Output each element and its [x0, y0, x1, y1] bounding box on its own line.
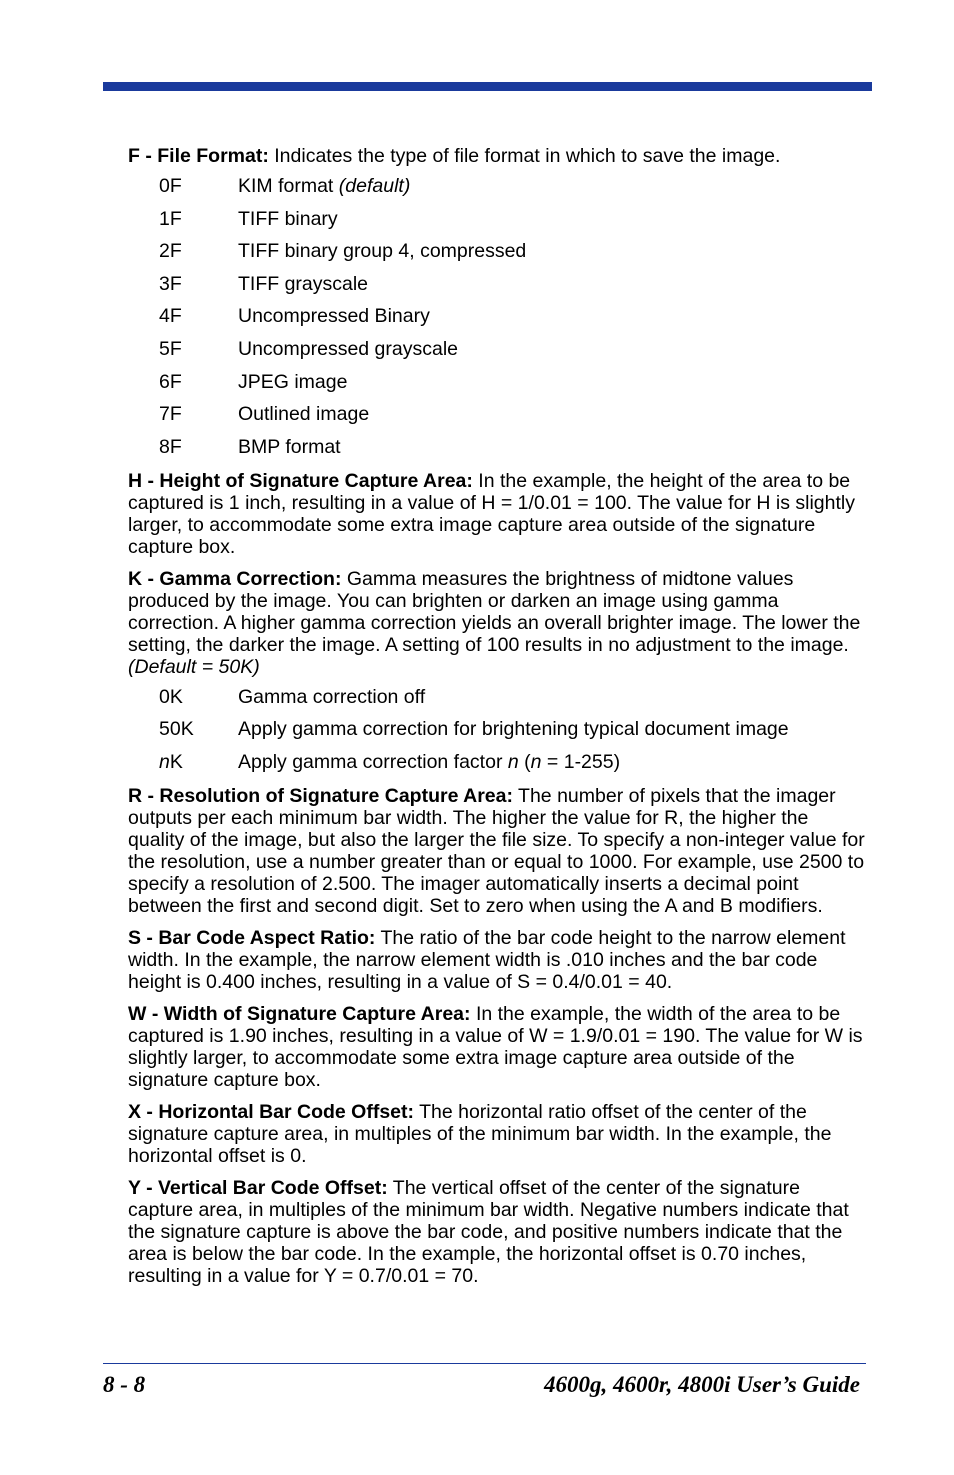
footer-rule: [103, 1363, 866, 1364]
option-code: 7F: [159, 403, 182, 426]
y-offset-text: The vertical offset of the center of the signature capture area, in multiples of the minimum bar width. Negative numbers indicate that the signature capture is above the bar code, and positive numbers indicate that the area is below the bar code. In the example, the horizontal offset is 0.70 inches, resulting in a value for Y = 0.7/0.01 = 70.: [128, 1176, 849, 1287]
list-item: [128, 371, 868, 404]
resolution-paragraph: [128, 785, 868, 917]
option-code: 0F: [159, 175, 182, 197]
option-desc: Apply gamma correction for brightening typical document image: [238, 718, 789, 741]
option-code: 6F: [159, 370, 182, 393]
option-code: 5F: [159, 337, 182, 360]
aspect-paragraph: [128, 927, 868, 993]
option-desc: BMP format: [238, 435, 341, 458]
file-format-paragraph: [128, 145, 868, 167]
option-desc: Outlined image: [238, 403, 370, 426]
option-code: 8F: [159, 435, 182, 458]
list-item: [128, 751, 868, 775]
option-code: 2F: [159, 240, 182, 263]
page-number: 8 - 8: [103, 1372, 146, 1397]
y-offset-paragraph: [128, 1177, 868, 1287]
resolution-term: R - Resolution of Signature Capture Area:: [128, 784, 513, 807]
gamma-paragraph: [128, 568, 868, 678]
file-format-text: Indicates the type of file format in which to save the image.: [268, 145, 781, 167]
page-content: [128, 145, 868, 1297]
y-offset-term: Y - Vertical Bar Code Offset:: [128, 1176, 388, 1199]
height-text: In the example, the height of the area to be captured is 1 inch, resulting in a value of H = 1/0.01 = 100. The value for H is slightly larger, to accommodate some extra image capture area outside of the signature capture box.: [128, 469, 855, 558]
option-desc: Apply gamma correction factor n (n = 1-255): [238, 750, 621, 773]
file-format-options: [128, 175, 868, 460]
option-desc: TIFF grayscale: [238, 272, 369, 295]
option-code: 50K: [159, 718, 194, 741]
guide-title: 4600g, 4600r, 4800i User’s Guide: [543, 1372, 860, 1397]
option-code: 3F: [159, 272, 182, 295]
x-offset-paragraph: [128, 1101, 868, 1167]
list-item: [128, 686, 868, 719]
list-item: [128, 436, 868, 460]
gamma-default: (Default = 50K): [128, 655, 260, 678]
option-code: 0K: [159, 685, 183, 708]
list-item: [128, 208, 868, 241]
width-paragraph: [128, 1003, 868, 1091]
option-code: 4F: [159, 305, 182, 328]
option-code: 1F: [159, 207, 182, 230]
list-item: [128, 273, 868, 306]
default-note: (default): [338, 175, 411, 197]
list-item: [128, 718, 868, 751]
list-item: [128, 338, 868, 371]
option-desc: Gamma correction off: [238, 685, 426, 708]
x-offset-term: X - Horizontal Bar Code Offset:: [128, 1100, 415, 1123]
height-paragraph: [128, 470, 868, 558]
gamma-text: Gamma measures the brightness of midtone values produced by the image. You can brighten or darken an image using gamma correction. A higher gamma correction yields an overall brighter image. The lower the setting, the darker the image. A setting of 100 results in no adjustment to the image.: [128, 567, 861, 656]
width-term: W - Width of Signature Capture Area:: [128, 1002, 471, 1025]
option-desc: TIFF binary: [238, 207, 338, 230]
list-item: [128, 403, 868, 436]
width-text: In the example, the width of the area to be captured is 1.90 inches, resulting in a value of W = 1.9/0.01 = 190. The value for W is slightly larger, to accommodate some extra image capture area outside of the signature capture box.: [128, 1002, 863, 1091]
resolution-text: The number of pixels that the imager outputs per each minimum bar width. The higher the value for R, the higher the quality of the image, but also the larger the file size. To specify a non-integer value for the resolution, use a number greater than or equal to 1000. For example, use 2500 to specify a resolution of 2.500. The imager automatically inserts a decimal point between the first and second digit. Set to zero when using the A and B modifiers.: [128, 784, 865, 917]
file-format-term: F - File Format:: [128, 145, 269, 167]
x-offset-text: The horizontal ratio offset of the center of the signature capture area, in multiples of the minimum bar width. In the example, the horizontal offset is 0.: [128, 1100, 832, 1167]
gamma-term: K - Gamma Correction:: [128, 567, 342, 590]
list-item: [128, 240, 868, 273]
option-desc: JPEG image: [238, 370, 348, 393]
option-desc: KIM format (default): [238, 175, 411, 197]
aspect-text: The ratio of the bar code height to the narrow element width. In the example, the narrow element width is .010 inches and the bar code height is 0.400 inches, resulting in a value of S = 0.4/0.01 = 40.: [128, 926, 846, 993]
option-desc: Uncompressed Binary: [238, 305, 430, 328]
gamma-options: [128, 686, 868, 775]
header-rule: [103, 82, 872, 91]
option-desc: TIFF binary group 4, compressed: [238, 240, 527, 263]
list-item: [128, 175, 868, 208]
list-item: [128, 305, 868, 338]
aspect-term: S - Bar Code Aspect Ratio:: [128, 926, 376, 949]
height-term: H - Height of Signature Capture Area:: [128, 469, 473, 492]
option-desc: Uncompressed grayscale: [238, 337, 459, 360]
option-code: nK: [159, 750, 183, 773]
